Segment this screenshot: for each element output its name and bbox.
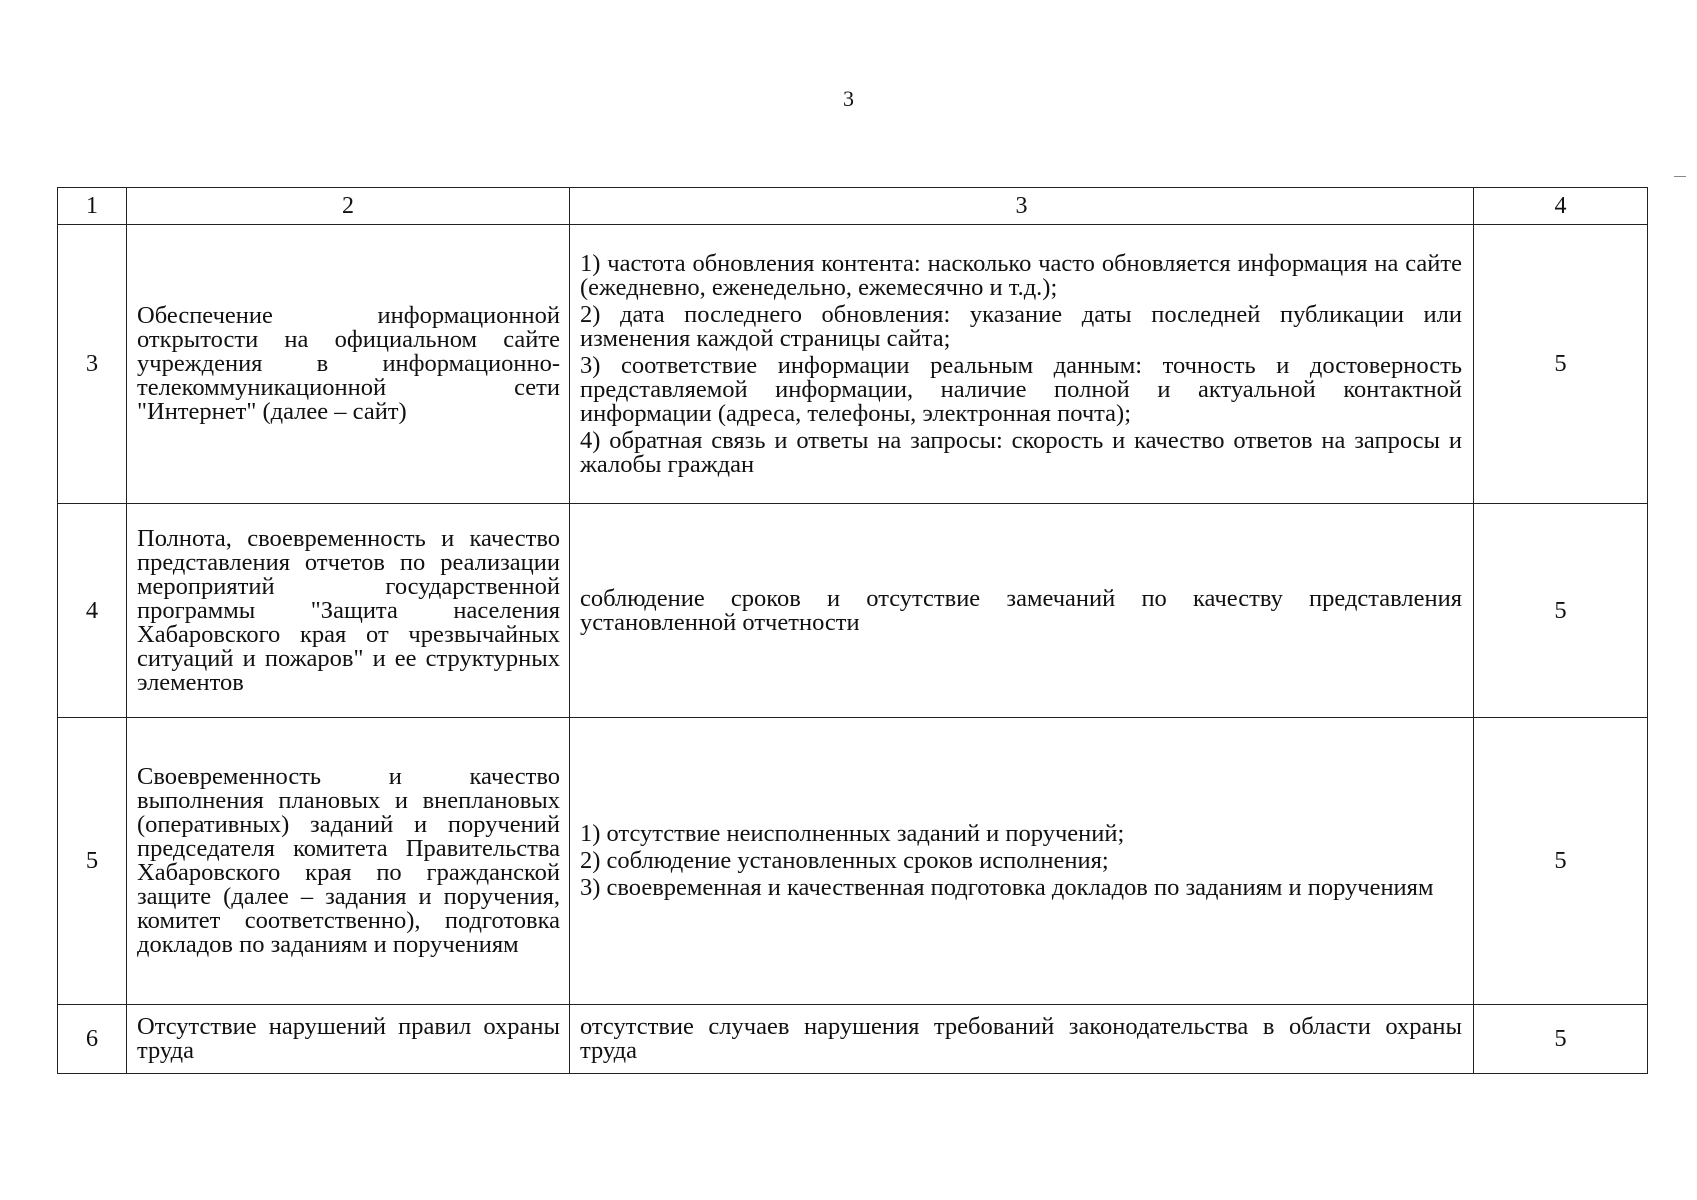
criterion-name: Полнота, своевременность и качество представления отчетов по реализации мероприятий государственной программы "Защита населения Хабаровского края от чрезвычайных ситуаций и пожаров" и ее структурных элементов — [127, 504, 570, 718]
row-number: 3 — [58, 225, 127, 504]
score-cell: 5 — [1474, 718, 1648, 1005]
header-cell-1: 1 — [58, 188, 127, 225]
description-item: 2) соблюдение установленных сроков исполнения; — [580, 847, 1109, 874]
row-number: 6 — [58, 1005, 127, 1074]
table-header-row — [58, 188, 1648, 225]
row-number: 4 — [58, 504, 127, 718]
criterion-name: Отсутствие нарушений правил охраны труда — [127, 1005, 570, 1074]
criterion-description — [570, 718, 1474, 1005]
criterion-description — [570, 225, 1474, 504]
header-cell-3: 3 — [570, 188, 1474, 225]
header-cell-4: 4 — [1474, 188, 1648, 225]
scan-edge-mark — [1674, 176, 1686, 177]
description-item: соблюдение сроков и отсутствие замечаний по качеству представления установленной отчетности — [580, 584, 1462, 636]
criterion-description — [570, 504, 1474, 718]
description-item: 3) соответствие информации реальным данным: точность и достоверность представляемой информации, наличие полной и актуальной контактной информации (адреса, телефоны, электронная почта); — [580, 351, 1462, 427]
score-cell: 5 — [1474, 225, 1648, 504]
row-number: 5 — [58, 718, 127, 1005]
criterion-name: Своевременность и качество выполнения плановых и внеплановых (оперативных) заданий и поручений председателя комитета Правительства Хабаровского края по гражданской защите (далее – задания и поручения, комитет соответственно), подготовка докладов по заданиям и поручениям — [127, 718, 570, 1005]
criterion-name: Обеспечение информационной открытости на официальном сайте учреждения в информационно-телекоммуникационной сети "Интернет" (далее – сайт) — [127, 225, 570, 504]
criteria-table — [57, 187, 1648, 1074]
description-item: отсутствие случаев нарушения требований законодательства в области охраны труда — [580, 1013, 1462, 1064]
description-item: 1) частота обновления контента: насколько часто обновляется информация на сайте (ежедневно, еженедельно, ежемесячно и т.д.); — [580, 249, 1462, 301]
table-row — [58, 718, 1648, 1005]
description-item: 2) дата последнего обновления: указание даты последней публикации или изменения каждой страницы сайта; — [580, 300, 1462, 352]
description-item: 4) обратная связь и ответы на запросы: скорость и качество ответов на запросы и жалобы граждан — [580, 426, 1462, 478]
table-row — [58, 225, 1648, 504]
description-item: 3) своевременная и качественная подготовка докладов по заданиям и поручениям — [580, 874, 1434, 901]
table-row — [58, 1005, 1648, 1074]
page-number: 3 — [843, 86, 854, 111]
table-row — [58, 504, 1648, 718]
header-cell-2: 2 — [127, 188, 570, 225]
description-item: 1) отсутствие неисполненных заданий и поручений; — [580, 820, 1125, 847]
criterion-description — [570, 1005, 1474, 1074]
score-cell: 5 — [1474, 504, 1648, 718]
score-cell: 5 — [1474, 1005, 1648, 1074]
